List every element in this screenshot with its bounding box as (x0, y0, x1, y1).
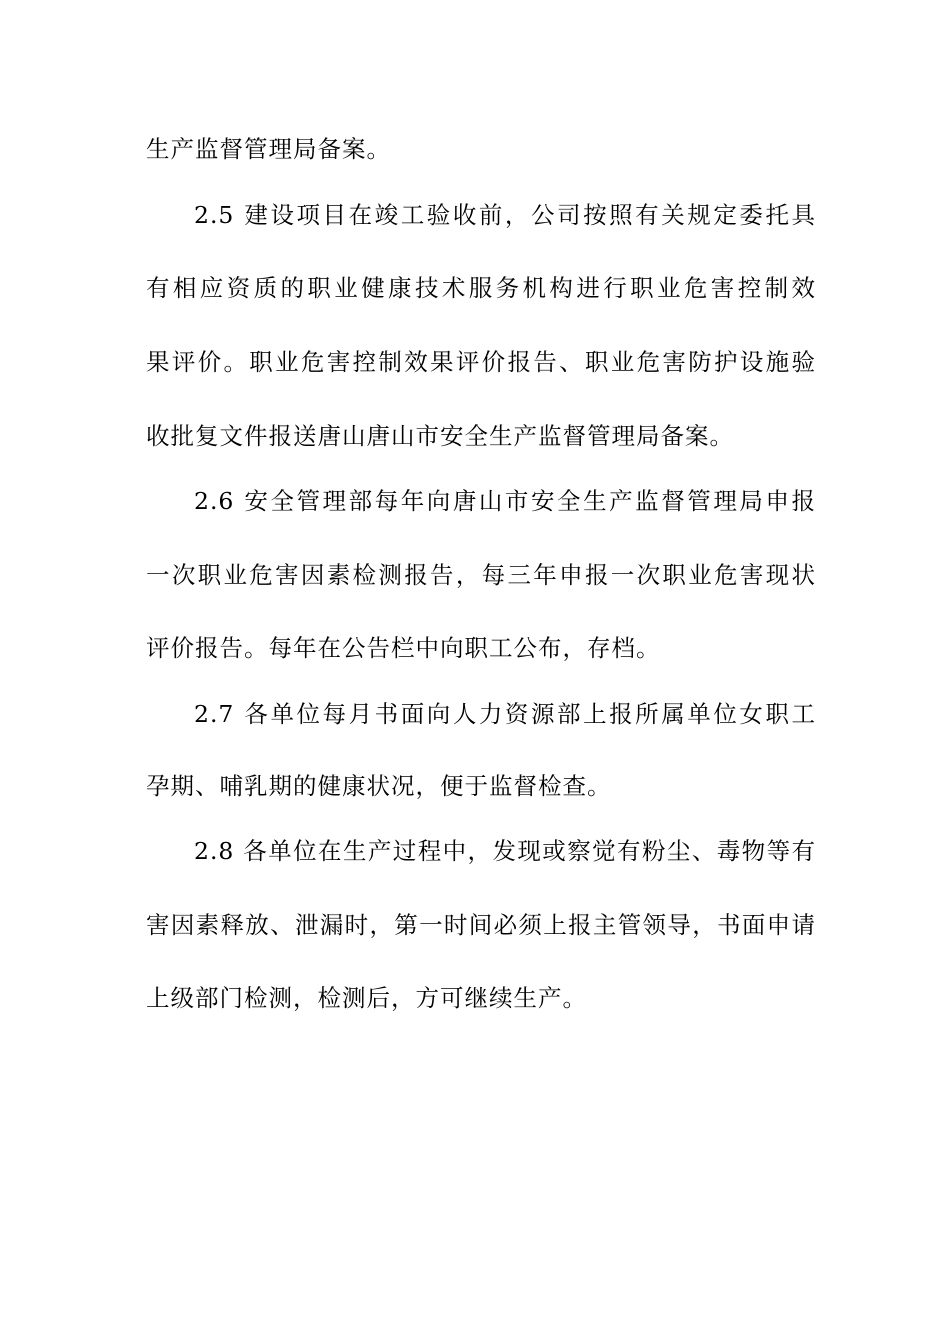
paragraph-line: 2.5 建设项目在竣工验收前，公司按照有关规定委托具 (194, 201, 816, 229)
paragraph-line: 评价报告。每年在公告栏中向职工公布，存档。 (146, 634, 661, 662)
paragraph-line: 上级部门检测，检测后，方可继续生产。 (146, 984, 587, 1012)
paragraph-line: 收批复文件报送唐山唐山市安全生产监督管理局备案。 (146, 422, 734, 450)
paragraph-line: 害因素释放、泄漏时，第一时间必须上报主管领导，书面申请 (146, 911, 816, 939)
paragraph-line: 孕期、哺乳期的健康状况，便于监督检查。 (146, 772, 612, 800)
paragraph-line: 一次职业危害因素检测报告，每三年申报一次职业危害现状 (146, 561, 816, 589)
paragraph-line: 生产监督管理局备案。 (146, 135, 391, 163)
paragraph-line: 2.7 各单位每月书面向人力资源部上报所属单位女职工 (194, 700, 816, 728)
paragraph-line: 有相应资质的职业健康技术服务机构进行职业危害控制效 (146, 274, 816, 302)
paragraph-line: 2.8 各单位在生产过程中，发现或察觉有粉尘、毒物等有 (194, 837, 816, 865)
paragraph-line: 2.6 安全管理部每年向唐山市安全生产监督管理局申报 (194, 487, 816, 515)
paragraph-line: 果评价。职业危害控制效果评价报告、职业危害防护设施验 (146, 348, 816, 376)
